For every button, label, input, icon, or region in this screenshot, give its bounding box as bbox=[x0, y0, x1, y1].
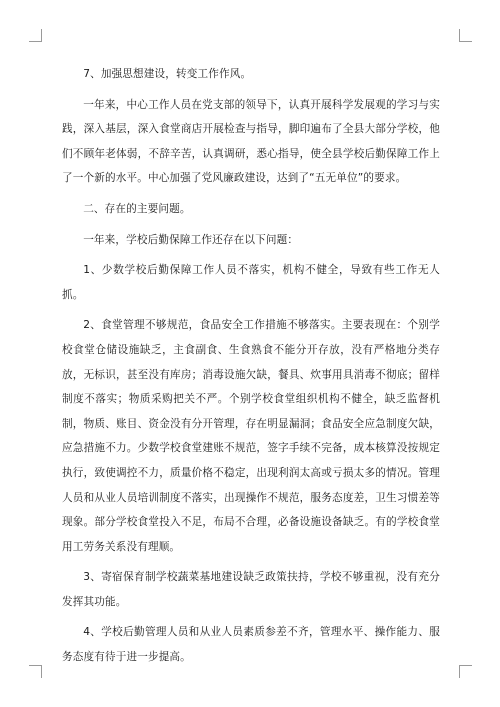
problem-item-3: 3、寄宿保育制学校蔬菜基地建设缺乏政策扶持，学校不够重视，没有充分发挥其功能。 bbox=[62, 571, 440, 608]
crop-mark-top-left bbox=[29, 29, 42, 42]
crop-mark-bottom-right bbox=[459, 665, 472, 678]
section-heading-problems: 二、存在的主要问题。 bbox=[83, 202, 191, 215]
document-body bbox=[62, 62, 440, 676]
crop-mark-bottom-left bbox=[29, 665, 42, 678]
problem-item-2: 2、食堂管理不够规范，食品安全工作措施不够落实。主要表现在：个别学校食堂仓储设施缺乏，主食副食、生食熟食不能分开存放，没有严格地分类存放，无标识，甚至没有库房；消毒设施欠缺，餐具、炊事用具消毒不彻底；留样制度不落实；物质采购把关不严。个别学校食堂组织机构不健全，缺乏监督机制，物质、账目、资金没有分开管理，存在明显漏洞；食品安全应急制度欠缺，应急措施不力。少数学校食堂建账不规范，签字手续不完备，成本核算没按规定执行，致使调控不力，质量价格不稳定，出现利润太高或亏损太多的情况。管理人员和从业人员培训制度不落实，出现操作不规范，服务态度差，卫生习惯差等现象。部分学校食堂投入不足，布局不合理，必备设施设备缺乏。有的学校食堂用工劳务关系没有理顺。 bbox=[62, 319, 440, 553]
paragraph-intro-problems: 一年来，学校后勤保障工作还存在以下问题： bbox=[83, 233, 299, 246]
problem-item-4: 4、学校后勤管理人员和从业人员素质参差不齐，管理水平、操作能力、服务态度有待于进一步提高。 bbox=[62, 626, 440, 664]
crop-mark-top-right bbox=[459, 29, 472, 42]
problem-item-1: 1、少数学校后勤保障工作人员不落实，机构不健全，导致有些工作无人抓。 bbox=[62, 264, 440, 301]
section-heading-7: 7、加强思想建设，转变工作作风。 bbox=[83, 68, 252, 80]
paragraph-summary: 一年来，中心工作人员在党支部的领导下，认真开展科学发展观的学习与实践，深入基层，深入食堂商店开展检查与指导，脚印遍布了全县大部分学校，他们不顾年老体弱，不辞辛苦，认真调研，悉心指导，使全县学校后勤保障工作上了一个新的水平。中心加强了党风廉政建设，达到了“五无单位”的要求。 bbox=[62, 98, 440, 185]
